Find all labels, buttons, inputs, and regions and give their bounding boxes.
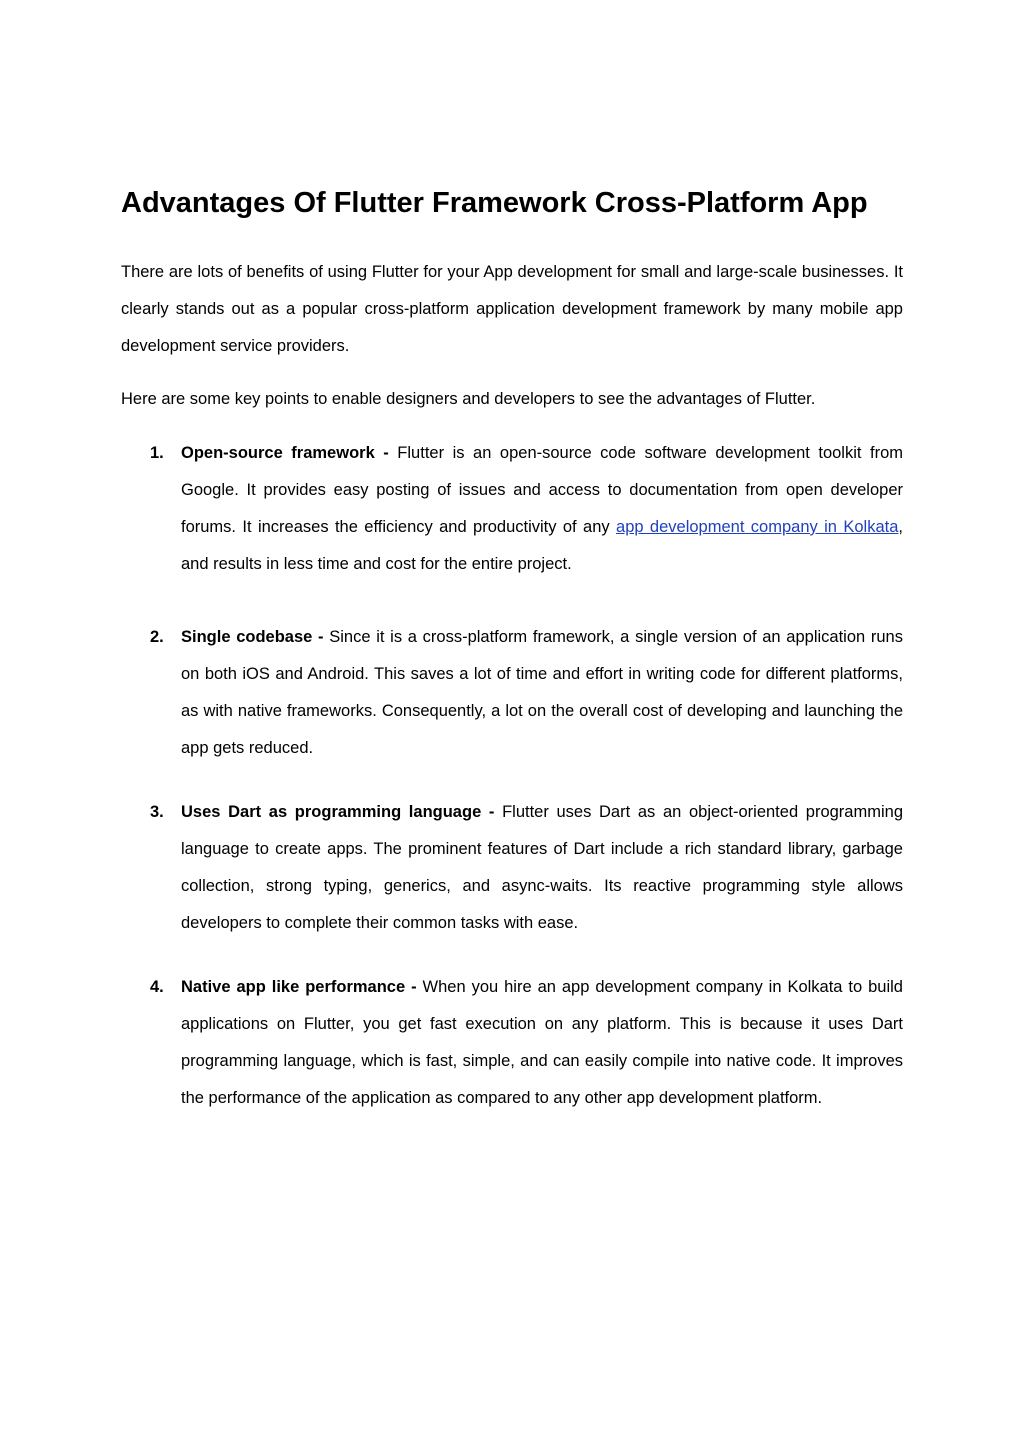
list-item-body-text: When you hire an app development company in Kolkata to build applications on Flutter, you get fast execution on any platform. This is because it uses Dart programming language, which is fast, simple, and can easily compile into native code. It improves the performance of the application as compared to any other app development platform. <box>181 978 903 1107</box>
list-item-text <box>181 619 903 767</box>
list-item-body-text: Flutter uses Dart as an object-oriented programming language to create apps. The prominent features of Dart include a rich standard library, garbage collection, strong typing, generics, and async-waits. Its reactive programming style allows developers to complete their common tasks with ease. <box>181 803 903 932</box>
list-item-heading: Native app like performance - <box>181 978 417 996</box>
list-item-heading: Open-source framework - <box>181 444 389 462</box>
list-item-body-text: Flutter is an open-source code software development toolkit from Google. It provides easy posting of issues and access to documentation from open developer forums. It increases the efficiency and productivity of any <box>181 444 904 536</box>
list-item-number: 2. <box>150 628 164 646</box>
intro-paragraph: There are lots of benefits of using Flutter for your App development for small and large-scale businesses. It clearly stands out as a popular cross-platform application development framework by many mobile app development service providers. <box>121 263 903 355</box>
list-item-text <box>181 794 903 942</box>
list-item-body-text-end: , and results in less time and cost for the entire project. <box>181 518 903 573</box>
list-item-number: 3. <box>150 803 164 821</box>
list-item-number: 4. <box>150 978 164 996</box>
list-item-heading: Uses Dart as programming language - <box>181 803 495 821</box>
list-item-number: 1. <box>150 444 164 462</box>
list-item-text <box>181 969 903 1117</box>
list-item-body-text: Since it is a cross-platform framework, a single version of an application runs on both iOS and Android. This saves a lot of time and effort in writing code for different platforms, as with native frameworks. Consequently, a lot on the overall cost of developing and launching the app gets reduced. <box>181 628 903 757</box>
list-item-heading: Single codebase - <box>181 628 324 646</box>
app-development-company-link[interactable]: app development company in Kolkata <box>616 518 899 536</box>
document-title: Advantages Of Flutter Framework Cross-Platform App <box>121 187 868 219</box>
list-item-text <box>181 435 903 583</box>
key-points-intro: Here are some key points to enable designers and developers to see the advantages of Flutter. <box>121 390 816 408</box>
